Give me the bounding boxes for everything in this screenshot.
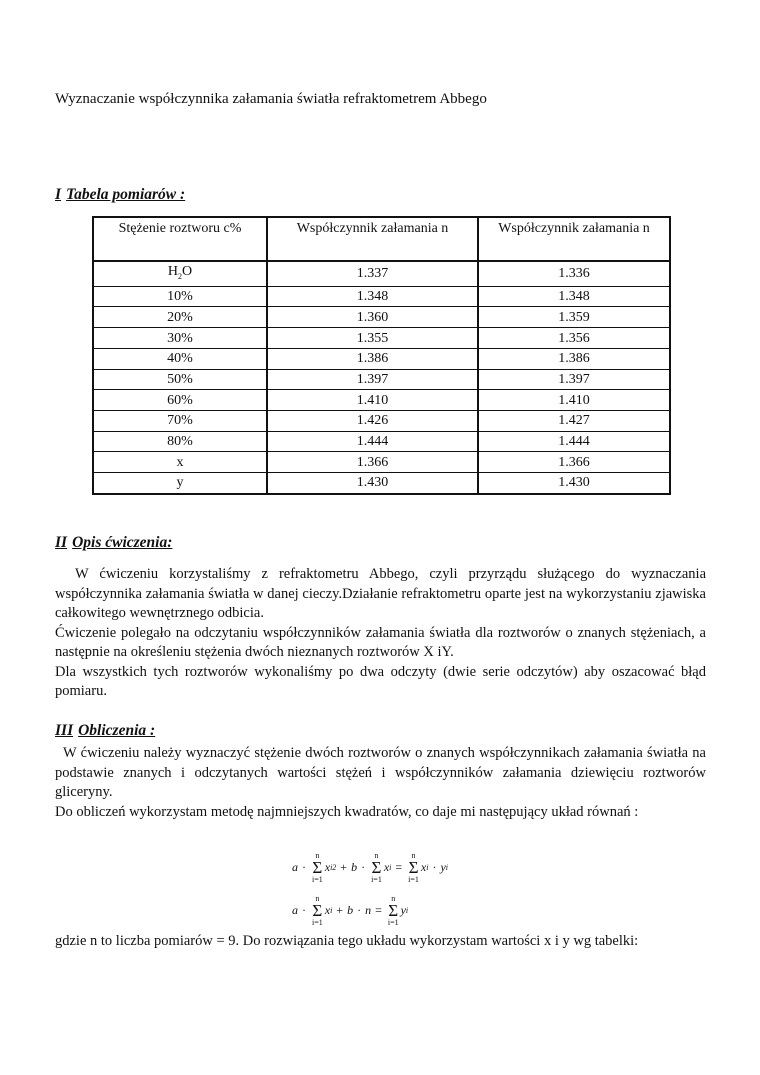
refractive-index-cell: 1.426 xyxy=(267,410,478,431)
sum-symbol: n Σ i=1 xyxy=(312,851,323,884)
sum-symbol: n Σ i=1 xyxy=(312,894,323,927)
column-header: Współczynnik załamania n xyxy=(478,217,670,261)
table-row xyxy=(93,307,670,328)
paragraph: gdzie n to liczba pomiarów = 9. Do rozwiązania tego układu wykorzystam wartości x i y wg tabelki: xyxy=(55,933,639,949)
section-heading-description xyxy=(55,534,172,552)
column-header: Współczynnik załamania n xyxy=(267,217,478,261)
table-row xyxy=(93,286,670,307)
table-row xyxy=(93,431,670,452)
refractive-index-cell: 1.366 xyxy=(267,452,478,473)
refractive-index-cell: 1.348 xyxy=(478,286,670,307)
paragraph: W ćwiczeniu korzystaliśmy z refraktometru Abbego, czyli przyrządu służącego do wyznaczania współczynnika załamania światła w danej cieczy.Działanie refraktometru oparte jest na wykorzystaniu zjawiska całkowitego wewnętrznego odbicia. xyxy=(55,566,706,621)
equation-1: a · n Σ i=1 x i 2 + b · n Σ i=1 x i = n Σ i=1 x i · y i xyxy=(292,851,449,884)
refractive-index-cell: 1.356 xyxy=(478,328,670,349)
refractive-index-cell: 1.430 xyxy=(478,472,670,493)
table-row xyxy=(93,328,670,349)
refractive-index-cell: 1.427 xyxy=(478,410,670,431)
section-title: Opis ćwiczenia: xyxy=(72,534,173,551)
table-row xyxy=(93,410,670,431)
sum-symbol: n Σ i=1 xyxy=(408,851,419,884)
calculations-text xyxy=(55,744,706,822)
closing-text xyxy=(55,932,706,952)
paragraph: Do obliczeń wykorzystam metodę najmniejszych kwadratów, co daje mi następujący układ równań : xyxy=(55,803,639,820)
concentration-cell: $H_2O$ xyxy=(93,261,267,286)
section-number: III xyxy=(55,722,74,739)
refractive-index-cell: 1.336 xyxy=(478,261,670,286)
concentration-cell: 10% xyxy=(93,286,267,307)
table-row xyxy=(93,369,670,390)
description-text xyxy=(55,565,706,702)
refractive-index-cell: 1.366 xyxy=(478,452,670,473)
table-row xyxy=(93,472,670,493)
refractive-index-cell: 1.444 xyxy=(267,431,478,452)
refractive-index-cell: 1.444 xyxy=(478,431,670,452)
concentration-cell: 20% xyxy=(93,307,267,328)
refractive-index-cell: 1.397 xyxy=(267,369,478,390)
paragraph: Dla wszystkich tych roztworów wykonaliśmy po dwa odczyty (dwie serie odczytów) aby oszacować błąd pomiaru. xyxy=(55,663,706,699)
table-row xyxy=(93,452,670,473)
concentration-cell: 50% xyxy=(93,369,267,390)
refractive-index-cell: 1.430 xyxy=(267,472,478,493)
section-heading-calculations xyxy=(55,722,155,740)
table-header-row xyxy=(93,217,670,261)
column-header: Stężenie roztworu c% xyxy=(93,217,267,261)
refractive-index-cell: 1.386 xyxy=(478,348,670,369)
refractive-index-cell: 1.410 xyxy=(267,390,478,411)
refractive-index-cell: 1.397 xyxy=(478,369,670,390)
sum-symbol: n Σ i=1 xyxy=(387,894,399,927)
sum-symbol: n Σ i=1 xyxy=(371,851,382,884)
concentration-cell: 30% xyxy=(93,328,267,349)
concentration-cell: x xyxy=(93,452,267,473)
document-title: Wyznaczanie współczynnika załamania światła refraktometrem Abbego xyxy=(55,91,487,107)
concentration-cell: 60% xyxy=(93,390,267,411)
refractive-index-cell: 1.337 xyxy=(267,261,478,286)
table-row xyxy=(93,348,670,369)
refractive-index-cell: 1.355 xyxy=(267,328,478,349)
concentration-cell: y xyxy=(93,472,267,493)
refractive-index-cell: 1.348 xyxy=(267,286,478,307)
paragraph: W ćwiczeniu należy wyznaczyć stężenie dwóch roztworów o znanych współczynnikach załamania światła na podstawie znanych i odczytanych wartości stężeń i współczynników załamania dziewięciu roztworów gliceryny. xyxy=(55,745,706,800)
section-number: II xyxy=(55,534,68,551)
paragraph: Ćwiczenie polegało na odczytaniu współczynników załamania światła dla roztworów o znanych stężeniach, a następnie na określeniu stężenia dwóch nieznanych roztworów X iY. xyxy=(55,624,706,660)
refractive-index-cell: 1.360 xyxy=(267,307,478,328)
measurement-table xyxy=(92,216,671,495)
equation-2: a · n Σ i=1 x i + b · n = n Σ i=1 y i xyxy=(292,894,409,927)
refractive-index-cell: 1.410 xyxy=(478,390,670,411)
section-title: Obliczenia : xyxy=(78,722,156,739)
section-title: Tabela pomiarów : xyxy=(66,186,186,203)
concentration-cell: 70% xyxy=(93,410,267,431)
table-row xyxy=(93,390,670,411)
table-row xyxy=(93,261,670,286)
section-heading-measurements xyxy=(55,186,185,204)
refractive-index-cell: 1.386 xyxy=(267,348,478,369)
section-number: I xyxy=(55,186,62,203)
concentration-cell: 40% xyxy=(93,348,267,369)
refractive-index-cell: 1.359 xyxy=(478,307,670,328)
concentration-cell: 80% xyxy=(93,431,267,452)
